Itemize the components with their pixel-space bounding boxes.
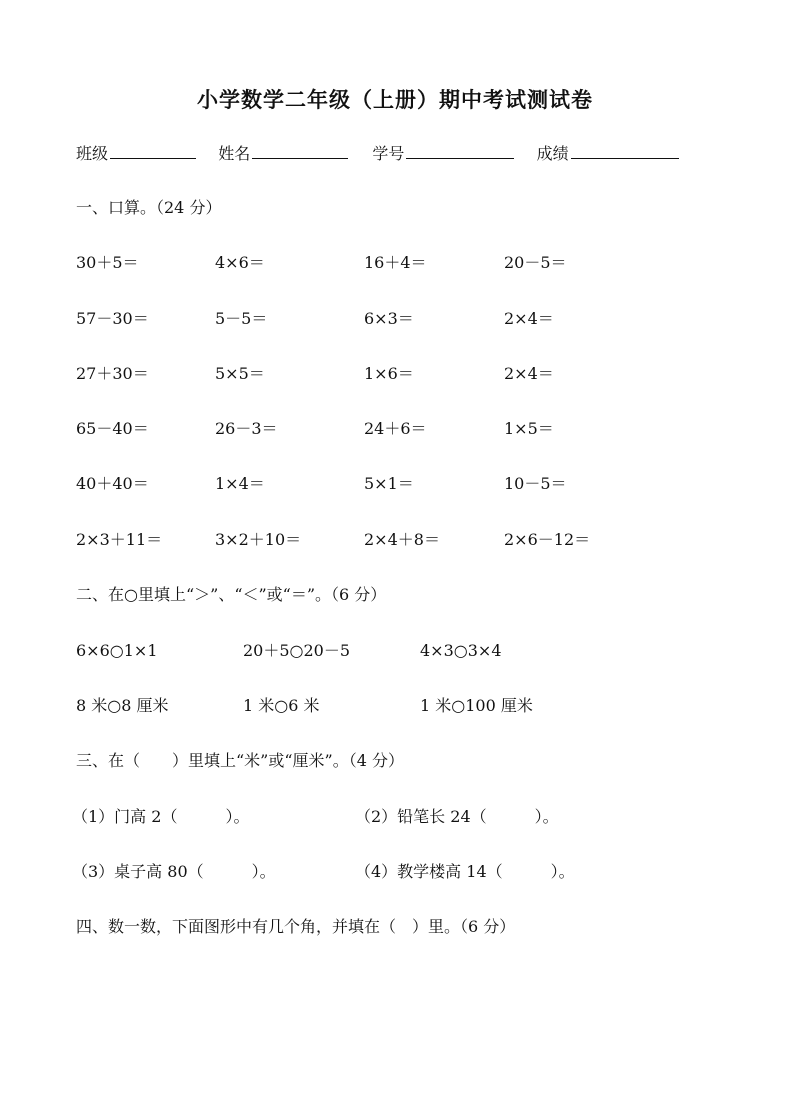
unit-problem: （4）教学楼高 14（ ）。 [355,862,575,881]
oral-problem: 3×2＋10＝ [215,530,302,549]
page-title: 小学数学二年级（上册）期中考试测试卷 [197,87,593,112]
section-3-heading: 三、在（ ）里填上“米”或“厘米”。（4 分） [76,751,404,770]
compare-problem: 20＋5○20－5 [243,641,351,660]
class-field[interactable] [110,142,196,159]
oral-problem: 2×4＋8＝ [364,530,440,549]
unit-problem: （2）铅笔长 24（ ）。 [355,807,559,826]
name-field[interactable] [252,142,348,159]
oral-problem: 2×3＋11＝ [76,530,163,549]
oral-problem: 5－5＝ [215,309,268,328]
name-label: 姓名 [218,144,251,163]
oral-problem: 40＋40＝ [76,474,149,493]
compare-problem: 1 米○100 厘米 [420,696,533,715]
oral-problem: 20－5＝ [504,253,567,272]
oral-problem: 65－40＝ [76,419,149,438]
student-id-field[interactable] [406,142,514,159]
section-2-heading: 二、在○里填上“＞”、“＜”或“＝”。（6 分） [76,585,387,604]
section-1-heading: 一、口算。（24 分） [76,198,222,217]
oral-problem: 10－5＝ [504,474,567,493]
oral-problem: 2×4＝ [504,309,554,328]
oral-problem: 16＋4＝ [364,253,427,272]
compare-problem: 6×6○1×1 [76,641,158,660]
oral-problem: 5×5＝ [215,364,265,383]
unit-problem: （1）门高 2（ ）。 [72,807,250,826]
oral-problem: 1×5＝ [504,419,554,438]
oral-problem: 57－30＝ [76,309,149,328]
oral-problem: 1×6＝ [364,364,414,383]
oral-problem: 27＋30＝ [76,364,149,383]
oral-problem: 2×4＝ [504,364,554,383]
oral-problem: 2×6－12＝ [504,530,591,549]
compare-problem: 8 米○8 厘米 [76,696,169,715]
oral-problem: 24＋6＝ [364,419,427,438]
oral-problem: 6×3＝ [364,309,414,328]
student-id-label: 学号 [372,144,405,163]
score-label: 成绩 [536,144,569,163]
oral-problem: 5×1＝ [364,474,414,493]
unit-problem: （3）桌子高 80（ ）。 [72,862,276,881]
section-4-heading: 四、数一数，下面图形中有几个角，并填在（ ）里。（6 分） [76,917,516,936]
oral-problem: 26－3＝ [215,419,278,438]
compare-problem: 1 米○6 米 [243,696,320,715]
class-label: 班级 [76,144,109,163]
score-field[interactable] [571,142,679,159]
oral-problem: 30＋5＝ [76,253,139,272]
compare-problem: 4×3○3×4 [420,641,502,660]
oral-problem: 4×6＝ [215,253,265,272]
oral-problem: 1×4＝ [215,474,265,493]
student-info-line [76,142,679,165]
